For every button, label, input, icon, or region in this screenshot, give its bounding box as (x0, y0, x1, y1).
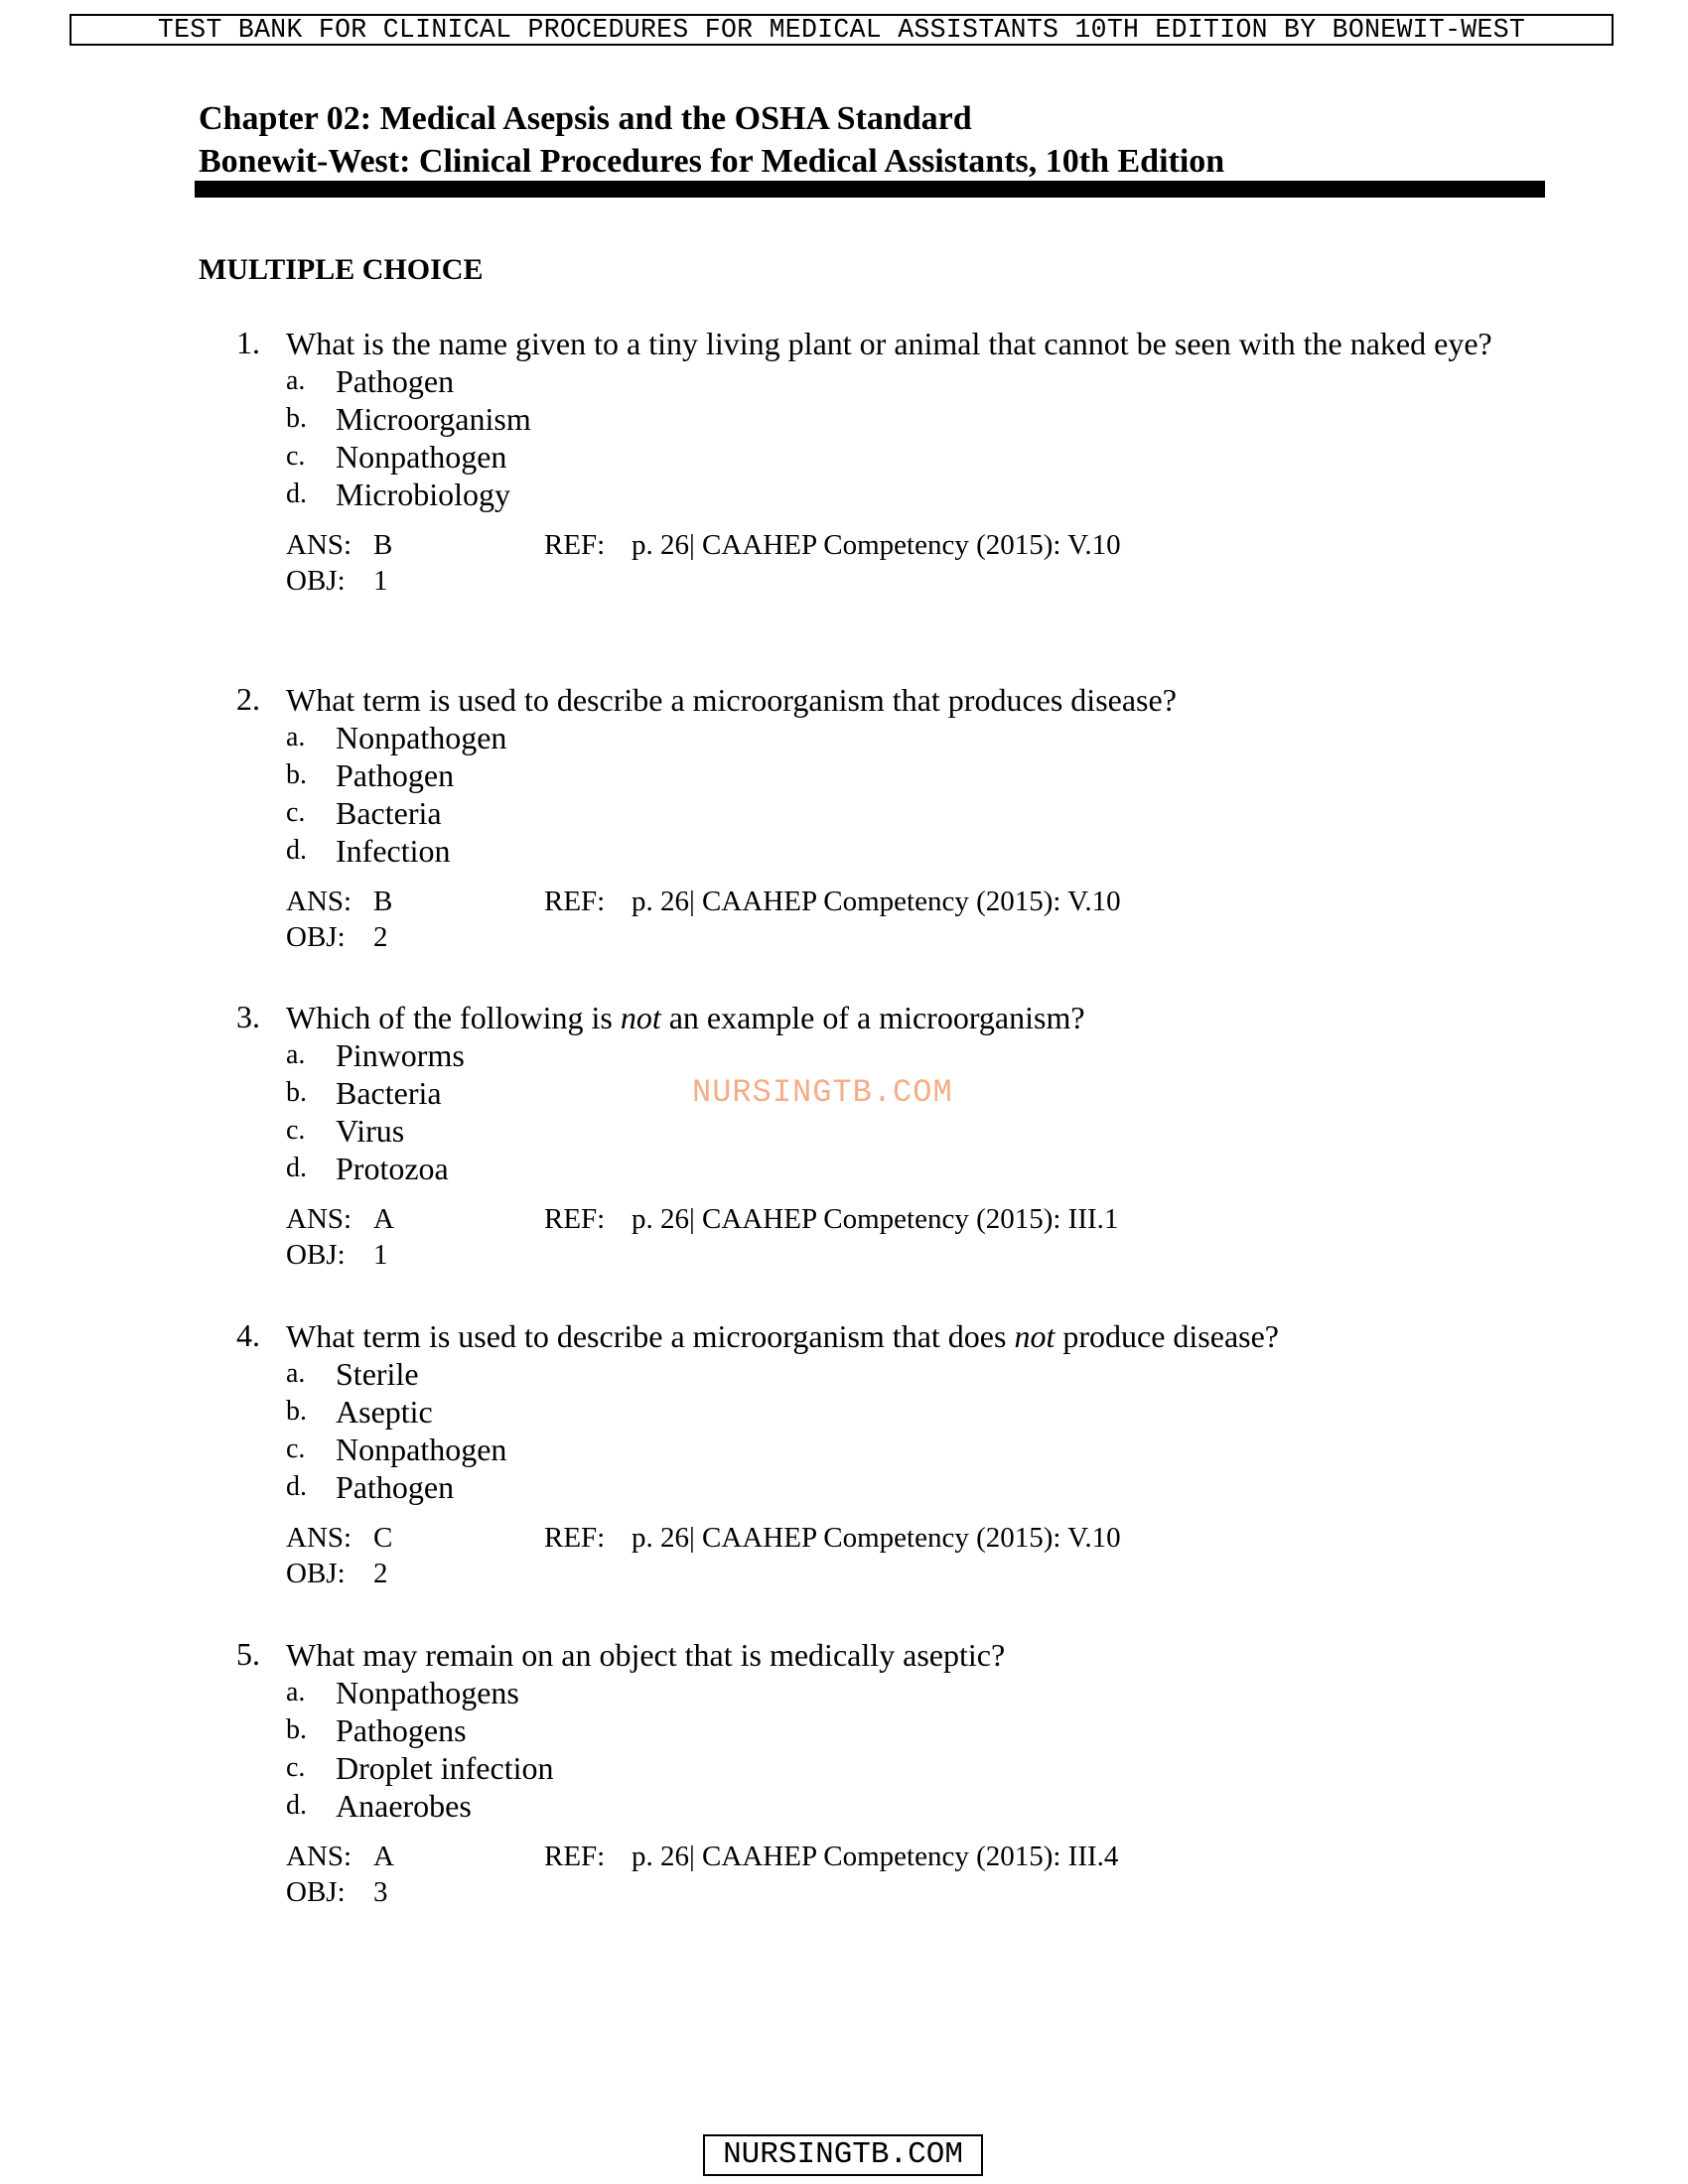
question-number: 1. (236, 325, 260, 360)
choice-c: c. Nonpathogen (286, 439, 507, 475)
choice-a: a. Pinworms (286, 1037, 465, 1073)
footer-link[interactable]: NURSINGTB.COM (703, 2134, 983, 2176)
choice-list (286, 1036, 1527, 1187)
objective: 1 (373, 565, 388, 597)
choice-a: a. Nonpathogens (286, 1675, 519, 1710)
answer-key: A (373, 1203, 394, 1235)
objective: 2 (373, 1558, 388, 1589)
answer-meta: ANS: B REF: p. 26| CAAHEP Competency (2015): V.10 OBJ: 2 (286, 886, 1121, 953)
objective: 1 (373, 1239, 388, 1271)
choice-d: d. Pathogen (286, 1469, 455, 1505)
chapter-title: Chapter 02: Medical Asepsis and the OSHA Standard (199, 100, 972, 137)
choice-c: c. Nonpathogen (286, 1432, 507, 1467)
top-banner: TEST BANK FOR CLINICAL PROCEDURES FOR MEDICAL ASSISTANTS 10TH EDITION BY BONEWIT-WEST (70, 14, 1614, 46)
question-number: 4. (236, 1317, 260, 1353)
question-5 (236, 1636, 1527, 1910)
question-2 (236, 681, 1527, 955)
document-header (199, 97, 1224, 183)
choice-a: a. Pathogen (286, 363, 455, 399)
choice-d: d. Microbiology (286, 477, 510, 512)
reference: p. 26| CAAHEP Competency (2015): III.1 (632, 1203, 1119, 1235)
choice-d: d. Infection (286, 833, 451, 869)
choice-b: b. Aseptic (286, 1394, 433, 1430)
question-number: 2. (236, 681, 260, 717)
answer-key: B (373, 529, 393, 561)
question-text: What term is used to describe a microorganism that produces disease? (286, 682, 1177, 718)
choice-list (286, 1674, 1527, 1825)
header-rule (195, 181, 1545, 198)
question-1 (236, 325, 1527, 599)
choice-c: c. Droplet infection (286, 1750, 554, 1786)
objective: 2 (373, 921, 388, 953)
answer-key: A (373, 1841, 394, 1872)
choice-b: b. Pathogens (286, 1712, 467, 1748)
question-3 (236, 999, 1527, 1273)
reference: p. 26| CAAHEP Competency (2015): III.4 (632, 1841, 1119, 1872)
choice-list (286, 362, 1527, 513)
choice-c: c. Virus (286, 1113, 405, 1149)
reference: p. 26| CAAHEP Competency (2015): V.10 (632, 529, 1121, 561)
question-number: 5. (236, 1636, 260, 1672)
choice-b: b. Pathogen (286, 757, 455, 793)
choice-a: a. Sterile (286, 1356, 419, 1392)
watermark: NURSINGTB.COM (692, 1074, 953, 1111)
reference: p. 26| CAAHEP Competency (2015): V.10 (632, 886, 1121, 917)
question-4 (236, 1317, 1527, 1591)
answer-key: C (373, 1522, 393, 1554)
choice-d: d. Protozoa (286, 1151, 449, 1186)
choice-d: d. Anaerobes (286, 1788, 472, 1824)
answer-meta: ANS: A REF: p. 26| CAAHEP Competency (2015): III.4 OBJ: 3 (286, 1841, 1119, 1908)
question-text: Which of the following is not an example of a microorganism? (286, 1000, 1085, 1035)
question-text: What is the name given to a tiny living plant or animal that cannot be seen with the naked eye? (286, 326, 1492, 361)
choice-list (286, 1355, 1527, 1506)
answer-meta: ANS: A REF: p. 26| CAAHEP Competency (2015): III.1 OBJ: 1 (286, 1203, 1119, 1271)
answer-meta: ANS: C REF: p. 26| CAAHEP Competency (2015): V.10 OBJ: 2 (286, 1522, 1121, 1589)
question-text: What term is used to describe a microorganism that does not produce disease? (286, 1318, 1279, 1354)
choice-c: c. Bacteria (286, 795, 442, 831)
answer-key: B (373, 886, 393, 917)
answer-meta: ANS: B REF: p. 26| CAAHEP Competency (2015): V.10 OBJ: 1 (286, 529, 1121, 597)
choice-b: b. Bacteria (286, 1075, 442, 1111)
choice-b: b. Microorganism (286, 401, 531, 437)
question-number: 3. (236, 999, 260, 1034)
choice-list (286, 719, 1527, 870)
objective: 3 (373, 1876, 388, 1908)
reference: p. 26| CAAHEP Competency (2015): V.10 (632, 1522, 1121, 1554)
book-title: Bonewit-West: Clinical Procedures for Medical Assistants, 10th Edition (199, 143, 1225, 180)
question-text: What may remain on an object that is medically aseptic? (286, 1637, 1006, 1673)
choice-a: a. Nonpathogen (286, 720, 507, 755)
section-title: MULTIPLE CHOICE (199, 253, 484, 286)
